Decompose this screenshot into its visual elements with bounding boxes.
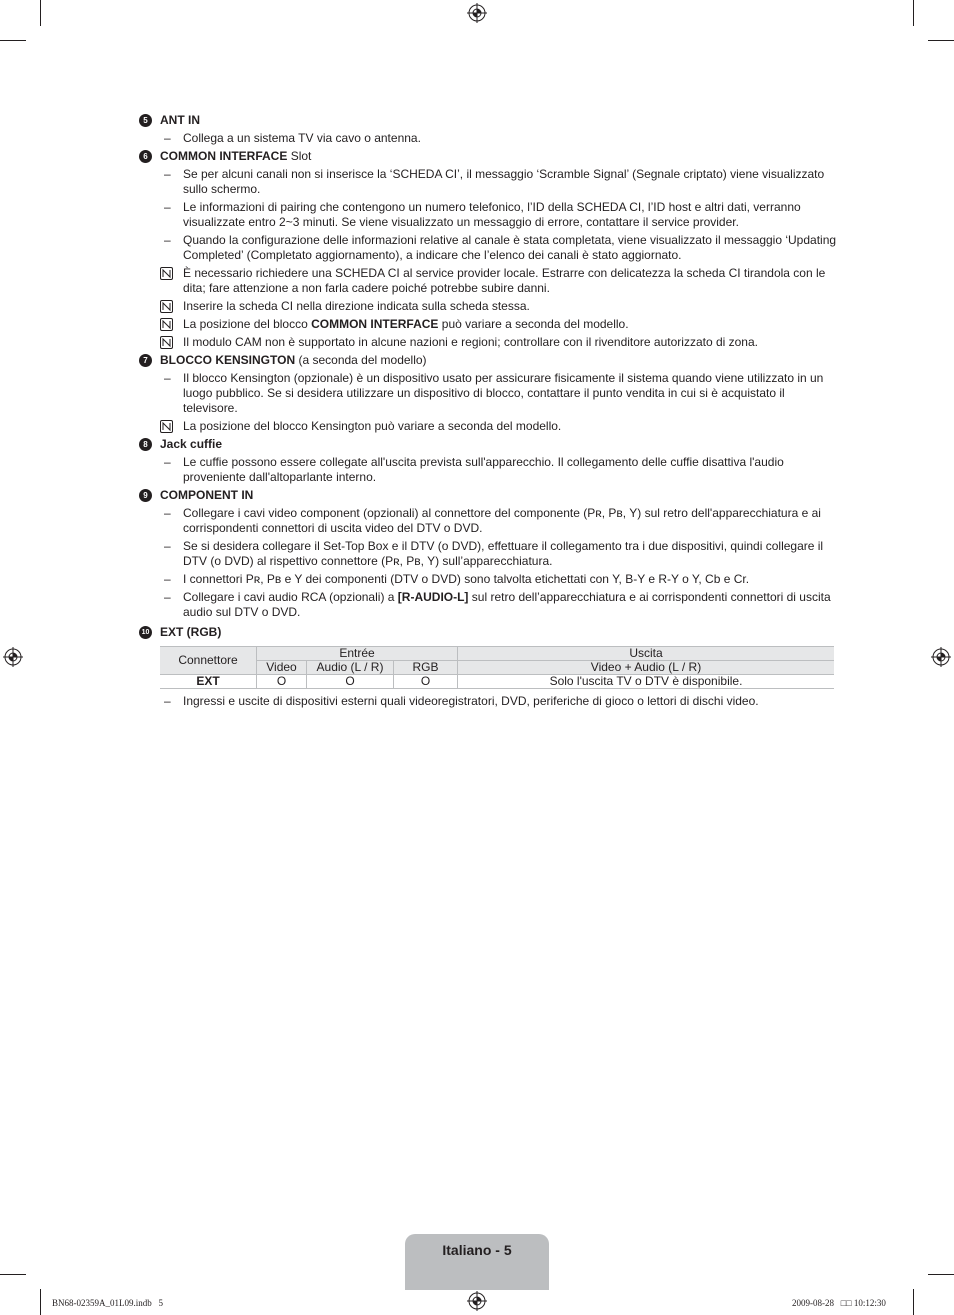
crop-mark [0, 1274, 26, 1275]
section-kensington [138, 353, 838, 368]
list-item: – Collegare i cavi audio RCA (opzionali) a [R-AUDIO-L] sul retro dell’apparecchiatura e ai corrispondenti connettori di uscita audio sul DTV o DVD. [164, 590, 831, 619]
note-item: La posizione del blocco Kensington può variare a seconda del modello. [138, 419, 838, 434]
section-component-in [138, 488, 838, 503]
table-cell: O [257, 675, 307, 689]
table-cell: O [394, 675, 458, 689]
section-number-icon: 6 [139, 150, 152, 163]
page-label: Italiano - 5 [442, 1242, 512, 1258]
note-item: Il modulo CAM non è supportato in alcune nazioni e regioni; controllare con il rivenditore autorizzato di zona. [138, 335, 838, 350]
section-title: EXT (RGB) [160, 625, 222, 639]
section-number-icon: 9 [139, 489, 152, 502]
ext-connector-table [160, 646, 834, 689]
list-item: – Le informazioni di pairing che contengono un numero telefonico, l’ID della SCHEDA CI, l’ID host e altri dati, verranno visualizzate entro 2~3 minuti. Se viene visualizzato un messaggio di errore, contattare il service provider. [164, 200, 801, 229]
crop-mark [928, 1274, 954, 1275]
crop-mark [0, 40, 26, 41]
table-header: Uscita [458, 647, 835, 661]
crop-mark [40, 0, 41, 26]
table-row [160, 675, 834, 689]
crop-mark [40, 1289, 41, 1315]
section-common-interface [138, 149, 838, 164]
file-name: BN68-02359A_01L09.indb 5 [52, 1298, 163, 1308]
section-title-extra: Slot [290, 149, 312, 163]
registration-mark-icon [467, 3, 487, 23]
list-item: – Se per alcuni canali non si inserisce la ‘SCHEDA CI’, il messaggio ‘Scramble Signal’ (Segnale criptato) viene visualizzato sullo schermo. [164, 167, 825, 196]
registration-mark-icon [467, 1291, 487, 1311]
crop-mark [928, 40, 954, 41]
section-ant-in [138, 113, 838, 128]
section-title: COMMON INTERFACE [160, 149, 288, 163]
note-icon [160, 336, 173, 349]
note-icon [160, 300, 173, 313]
list-item: – Ingressi e uscite di dispositivi esterni quali videoregistratori, DVD, periferiche di gioco o lettori di dischi video. [164, 694, 759, 708]
table-header: Audio (L / R) [307, 661, 394, 675]
table-cell: EXT [160, 675, 257, 689]
page-number-tab [405, 1234, 549, 1290]
list-item: – Collega a un sistema TV via cavo o antenna. [164, 131, 421, 145]
table-header: RGB [394, 661, 458, 675]
section-jack-cuffie [138, 437, 838, 452]
note-item: La posizione del blocco COMMON INTERFACE può variare a seconda del modello. [138, 317, 838, 332]
note-item: È necessario richiedere una SCHEDA CI al service provider locale. Estrarre con delicatezza la scheda CI tirandola con le dita; fare attenzione a non farla cadere poiché potrebbe subire danni. [138, 266, 838, 296]
section-title: Jack cuffie [160, 437, 223, 451]
registration-mark-icon [931, 647, 951, 667]
section-title: BLOCCO KENSINGTON [160, 353, 296, 367]
note-icon [160, 318, 173, 331]
list-item: – Quando la configurazione delle informazioni relative al canale è stata completata, viene visualizzato il messaggio ‘Updating Completed’ (Completato aggiornamento), a indicare che l’elenco dei canali è stato aggiornato. [164, 233, 837, 262]
print-timestamp: 2009-08-28 □□ 10:12:30 [792, 1298, 886, 1308]
table-header: Entrée [257, 647, 458, 661]
page-content [138, 110, 838, 709]
section-number-icon: 7 [139, 354, 152, 367]
list-item: – Le cuffie possono essere collegate all'uscita prevista sull'apparecchio. Il collegamento delle cuffie disattiva l'audio proveniente dall'altoparlante interno. [164, 455, 784, 484]
note-icon [160, 267, 173, 280]
table-header: Connettore [160, 647, 257, 675]
note-item: Inserire la scheda CI nella direzione indicata sulla scheda stessa. [138, 299, 838, 314]
list-item: – Se si desidera collegare il Set-Top Box e il DTV (o DVD), effettuare il collegamento tra i due dispositivi, quindi collegare il DTV (o DVD) al rispettivo connettore (Pʀ, Pʙ, Y) sull’apparecchiatura. [164, 539, 824, 568]
dash-bullet: – [164, 131, 171, 145]
table-cell: Solo l'uscita TV o DTV è disponibile. [458, 675, 835, 689]
note-icon [160, 420, 173, 433]
table-header: Video [257, 661, 307, 675]
list-item: – Il blocco Kensington (opzionale) è un dispositivo usato per assicurare fisicamente il sistema quando viene utilizzato in un luogo pubblico. Se si desidera utilizzare un dispositivo di blocco, contattare il punto vendita in cui si è acquistato il televisore. [164, 371, 824, 415]
section-title: ANT IN [160, 113, 200, 127]
crop-mark [913, 1289, 914, 1315]
list-item: – Collegare i cavi video component (opzionali) al connettore del componente (Pʀ, Pʙ, Y) sul retro dell'apparecchiatura e ai corrispondenti connettori di uscita video del DTV o DVD. [164, 506, 821, 535]
section-number-icon: 5 [139, 114, 152, 127]
registration-mark-icon [3, 647, 23, 667]
list-item: – I connettori Pʀ, Pʙ e Y dei componenti (DTV o DVD) sono talvolta etichettati con Y, B-Y e R-Y o Y, Cb e Cr. [164, 572, 750, 586]
section-number-icon: 10 [139, 626, 152, 639]
section-title: COMPONENT IN [160, 488, 254, 502]
table-header: Video + Audio (L / R) [458, 661, 835, 675]
section-number-icon: 8 [139, 438, 152, 451]
section-title-extra: (a seconda del modello) [298, 353, 427, 367]
section-ext-rgb [138, 625, 838, 640]
crop-mark [913, 0, 914, 26]
table-cell: O [307, 675, 394, 689]
